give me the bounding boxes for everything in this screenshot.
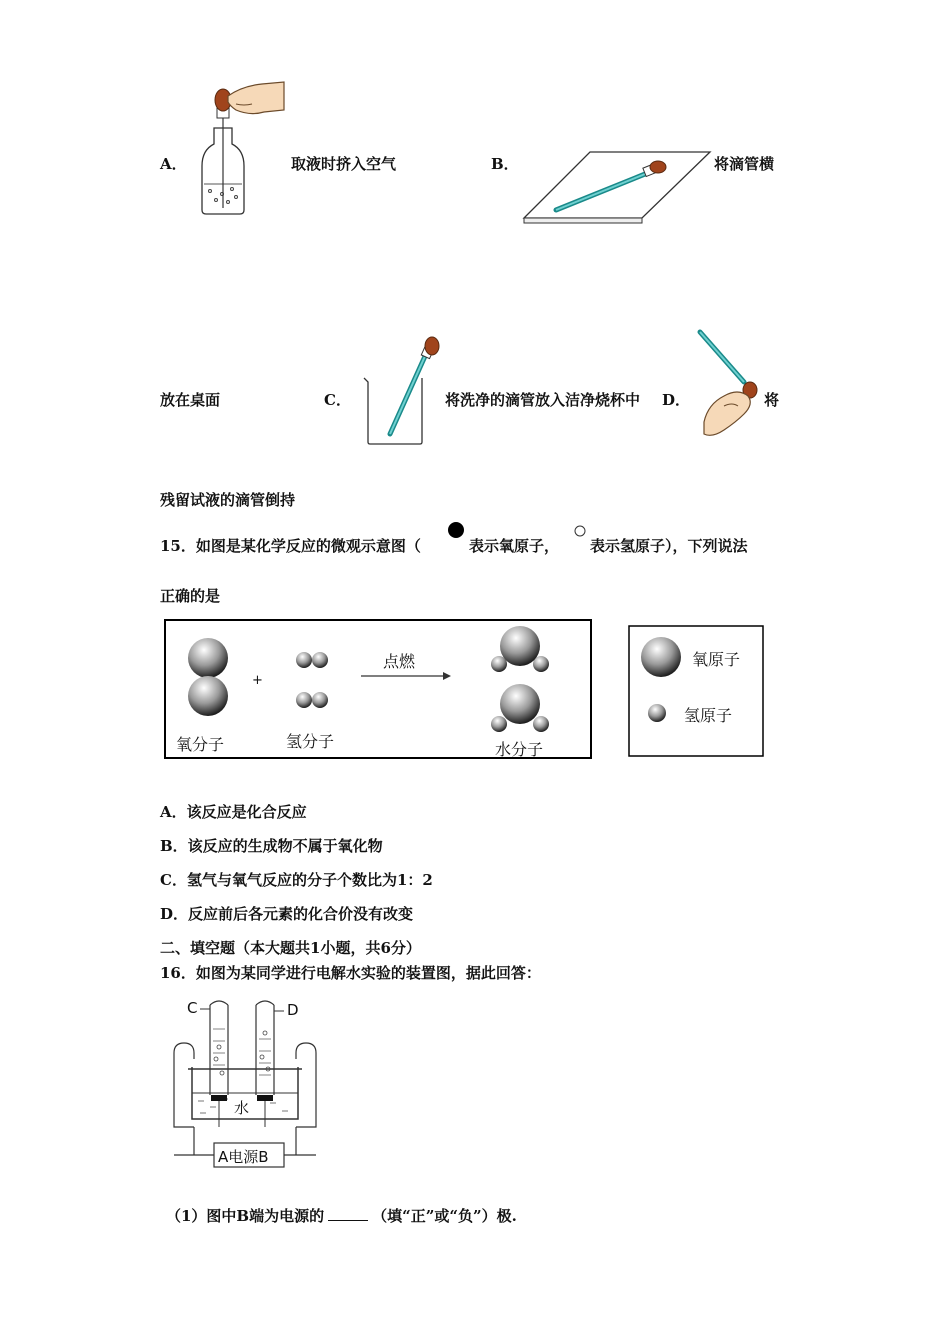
q15-stem-part3: 表示氢原子），下列说法 <box>590 537 748 555</box>
legend-hydrogen-label: 氢原子 <box>684 706 733 725</box>
option-d-text-1: 将 <box>764 391 780 409</box>
legend-box <box>628 625 764 757</box>
power-source-label: A电源B <box>218 1148 269 1166</box>
water-molecule-label: 水分子 <box>495 740 544 759</box>
electrolysis-apparatus <box>170 995 320 1170</box>
option-b-text-2: 放在桌面 <box>160 391 221 409</box>
option-c-letter: C． <box>324 391 351 409</box>
option-b-letter: B． <box>491 155 519 173</box>
oxygen-atom-symbol-icon <box>446 520 466 540</box>
q15-stem-part2: 表示氧原子， <box>469 537 560 555</box>
section-heading: 二、填空题（本大题共1小题，共6分） <box>160 939 421 957</box>
reaction-condition-label: 点燃 <box>383 652 416 671</box>
hydrogen-molecule-label: 氢分子 <box>286 732 335 751</box>
q15-option-a: A．该反应是化合反应 <box>160 803 307 821</box>
option-b-text-1: 将滴管横 <box>714 155 775 173</box>
option-a-letter: A． <box>160 155 187 173</box>
q15-option-b: B．该反应的生成物不属于氧化物 <box>160 837 383 855</box>
plus-sign: + <box>252 673 263 688</box>
q16-sub1-prefix: （1）图中B端为电源的 <box>166 1207 325 1225</box>
q16-stem: 16．如图为某同学进行电解水实验的装置图，据此回答： <box>160 964 541 982</box>
oxygen-molecule-label: 氧分子 <box>176 735 225 754</box>
option-d-letter: D． <box>662 391 691 409</box>
dropper-on-table-figure <box>522 150 712 225</box>
legend-hydrogen-atom-icon <box>648 704 666 722</box>
option-c-text: 将洗净的滴管放入洁净烧杯中 <box>445 391 641 409</box>
q15-option-d: D．反应前后各元素的化合价没有改变 <box>160 905 414 923</box>
dropper-in-beaker-figure <box>360 336 444 448</box>
oxygen-molecule-atom-top <box>188 638 228 678</box>
tube-d-label: D <box>287 1001 299 1019</box>
dropper-upside-down-figure <box>694 326 762 444</box>
oxygen-molecule-atom-bottom <box>188 676 228 716</box>
q15-stem-part1: 15．如图是某化学反应的微观示意图（ <box>160 537 421 555</box>
q15-stem-line2: 正确的是 <box>160 587 221 605</box>
answer-blank[interactable] <box>328 1206 368 1221</box>
hydrogen-atom-symbol-icon <box>573 524 587 538</box>
option-d-text-2: 残留试液的滴管倒持 <box>160 491 296 509</box>
q15-option-c: C．氢气与氧气反应的分子个数比为1：2 <box>160 871 433 889</box>
legend-oxygen-label: 氧原子 <box>692 650 741 669</box>
q16-sub1-suffix: （填“正”或“负”）极. <box>372 1207 517 1225</box>
q16-sub1 <box>166 1205 517 1226</box>
dropper-squeeze-figure <box>192 76 288 221</box>
water-label: 水 <box>234 1099 250 1117</box>
option-a-text: 取液时挤入空气 <box>291 155 397 173</box>
legend-oxygen-atom-icon <box>641 637 681 677</box>
tube-c-label: C <box>187 999 198 1017</box>
